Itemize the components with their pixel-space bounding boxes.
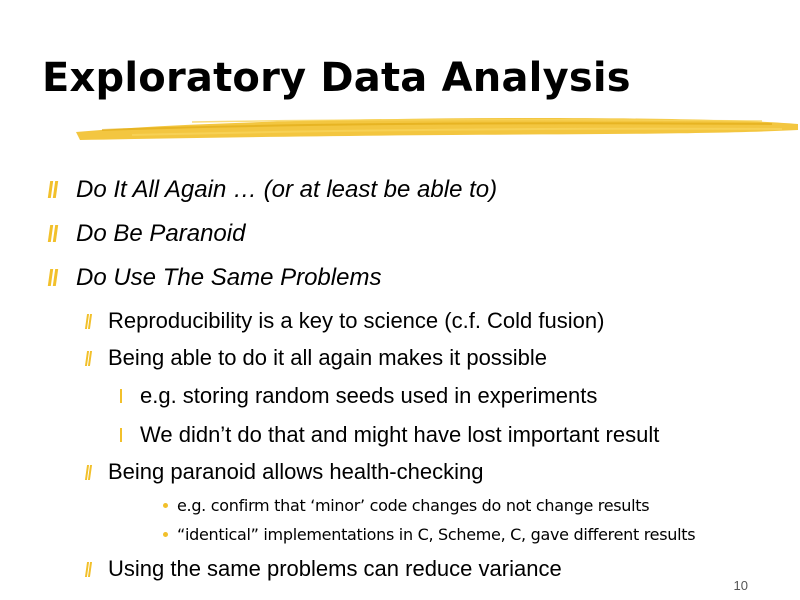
bullet-marker — [163, 503, 168, 508]
list-item: Do It All Again … (or at least be able to) — [76, 176, 497, 204]
bullet-marker — [120, 389, 122, 403]
list-item: e.g. storing random seeds used in experiments — [140, 383, 597, 409]
list-item: Do Use The Same Problems — [76, 264, 381, 292]
list-item: We didn’t do that and might have lost important result — [140, 422, 659, 448]
bullet-marker — [48, 225, 58, 242]
list-item: Using the same problems can reduce variance — [108, 556, 562, 582]
bullet-marker — [48, 269, 58, 286]
slide-title: Exploratory Data Analysis — [42, 55, 631, 101]
bullet-marker — [85, 465, 92, 480]
list-item: Being paranoid allows health-checking — [108, 459, 483, 485]
list-item: “identical” implementations in C, Scheme, C, gave different results — [177, 525, 695, 545]
list-item: Being able to do it all again makes it possible — [108, 345, 547, 371]
bullet-marker — [163, 532, 168, 537]
bullet-marker — [85, 562, 92, 577]
page-number: 10 — [733, 578, 748, 593]
list-item: Reproducibility is a key to science (c.f. Cold fusion) — [108, 308, 604, 334]
list-item: Do Be Paranoid — [76, 220, 245, 248]
bullet-marker — [48, 181, 58, 198]
bullet-marker — [120, 428, 122, 442]
bullet-marker — [85, 314, 92, 329]
list-item: e.g. confirm that ‘minor’ code changes do not change results — [177, 496, 649, 516]
bullet-marker — [85, 351, 92, 366]
